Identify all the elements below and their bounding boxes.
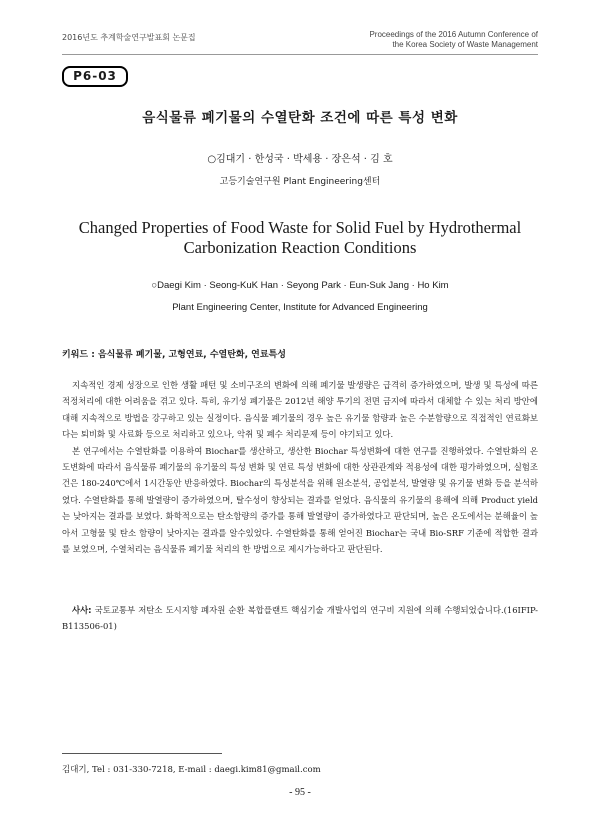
authors-korean: ○김대기 · 한성국 · 박세용 · 장은석 · 김 호 — [207, 154, 393, 165]
footnote-rule — [62, 753, 222, 754]
running-header-left: 2016년도 추계학술연구발표회 논문집 — [62, 33, 196, 42]
running-header-right — [369, 30, 538, 50]
header-rule — [62, 54, 538, 55]
running-header-right-line2: the Korea Society of Waste Management — [392, 40, 538, 49]
running-header-right-line1: Proceedings of the 2016 Autumn Conference of — [369, 30, 538, 39]
affiliation-korean: 고등기술연구원 Plant Engineering센터 — [219, 177, 381, 187]
title-english-line1: Changed Properties of Food Waste for Solid Fuel by Hydrothermal — [78, 218, 522, 237]
paper-id-badge: P6-03 — [62, 66, 128, 87]
acknowledgement-label: 사사: — [72, 605, 92, 615]
abstract — [62, 377, 538, 557]
page-number: - 95 - — [289, 787, 311, 798]
affiliation-english: Plant Engineering Center, Institute for Advanced Engineering — [172, 302, 428, 313]
footnote-contact: 김대기, Tel : 031-330-7218, E-mail : daegi.kim81@gmail.com — [62, 765, 321, 775]
abstract-paragraph-1: 지속적인 경제 성장으로 인한 생활 패턴 및 소비구조의 변화에 의해 폐기물 발생량은 급격히 증가하였으며, 발생 및 특성에 따른 적정처리에 대한 어려움을 겪고 있다. 특히, 유기성 폐기물은 2012년 해양 투기의 전면 금지에 따라서 대체할 수 있는 처리 방안에 대해 지속적으로 방법을 강구하고 있는 실정이다. 음식물 폐기물의 경우 높은 유기물 함량과 높은 수분함량으로 직접적인 연료화보다는 퇴비화 및 사료화 등으로 처리하고 있으나, 악취 및 폐수 처리문제 등이 야기되고 있다. — [62, 380, 538, 440]
acknowledgement — [62, 602, 538, 635]
abstract-paragraph-2: 본 연구에서는 수열탄화를 이용하여 Biochar를 생산하고, 생산한 Biochar 특성변화에 대한 연구를 진행하였다. 수열탄화의 온도변화에 따라서 음식물류 폐기물의 유기물의 특성 변화 및 연료 특성 변화에 대한 상관관계와 적용성에 대한 평가하였으며, 실험조건은 180-240℃에서 1시간동안 반응하였다. Biochar의 특성분석을 위해 원소분석, 공업분석, 발열량 및 유기물 변화 등을 분석하였다. 수열탄화를 통해 발열량이 증가하였으며, 탈수성이 향상되는 결과를 얻었다. 음식물의 유기물의 용해에 의해 Product yield는 낮아지는 결과를 보였다. 화학적으로는 탄소함량의 증가를 통해 발열량이 증가하였다고 판단되며, 높은 온도에서는 분해율이 높아서 고형물 및 탄소 함량이 낮아지는 결과를 알수있었다. 수열탄화를 통해 얻어진 Biochar는 국내 Bio-SRF 기준에 적합한 결과를 보였으며, 수열처리는 음식물류 폐기물 처리의 한 방법으로 제시가능하다고 판단된다. — [62, 445, 538, 555]
keywords: 키워드 : 음식물류 폐기물, 고형연료, 수열탄화, 연료특성 — [62, 350, 286, 360]
title-korean: 음식물류 폐기물의 수열탄화 조건에 따른 특성 변화 — [142, 110, 458, 126]
acknowledgement-text: 국토교통부 저탄소 도시지향 폐자원 순환 복합플랜트 핵심기술 개발사업의 연구비 지원에 의해 수행되었습니다.(16IFIP-B113506-01) — [62, 605, 538, 632]
authors-english: ○Daegi Kim · Seong-KuK Han · Seyong Park · Eun-Suk Jang · Ho Kim — [151, 280, 449, 291]
title-english — [40, 218, 560, 258]
title-english-line2: Carbonization Reaction Conditions — [183, 238, 417, 257]
